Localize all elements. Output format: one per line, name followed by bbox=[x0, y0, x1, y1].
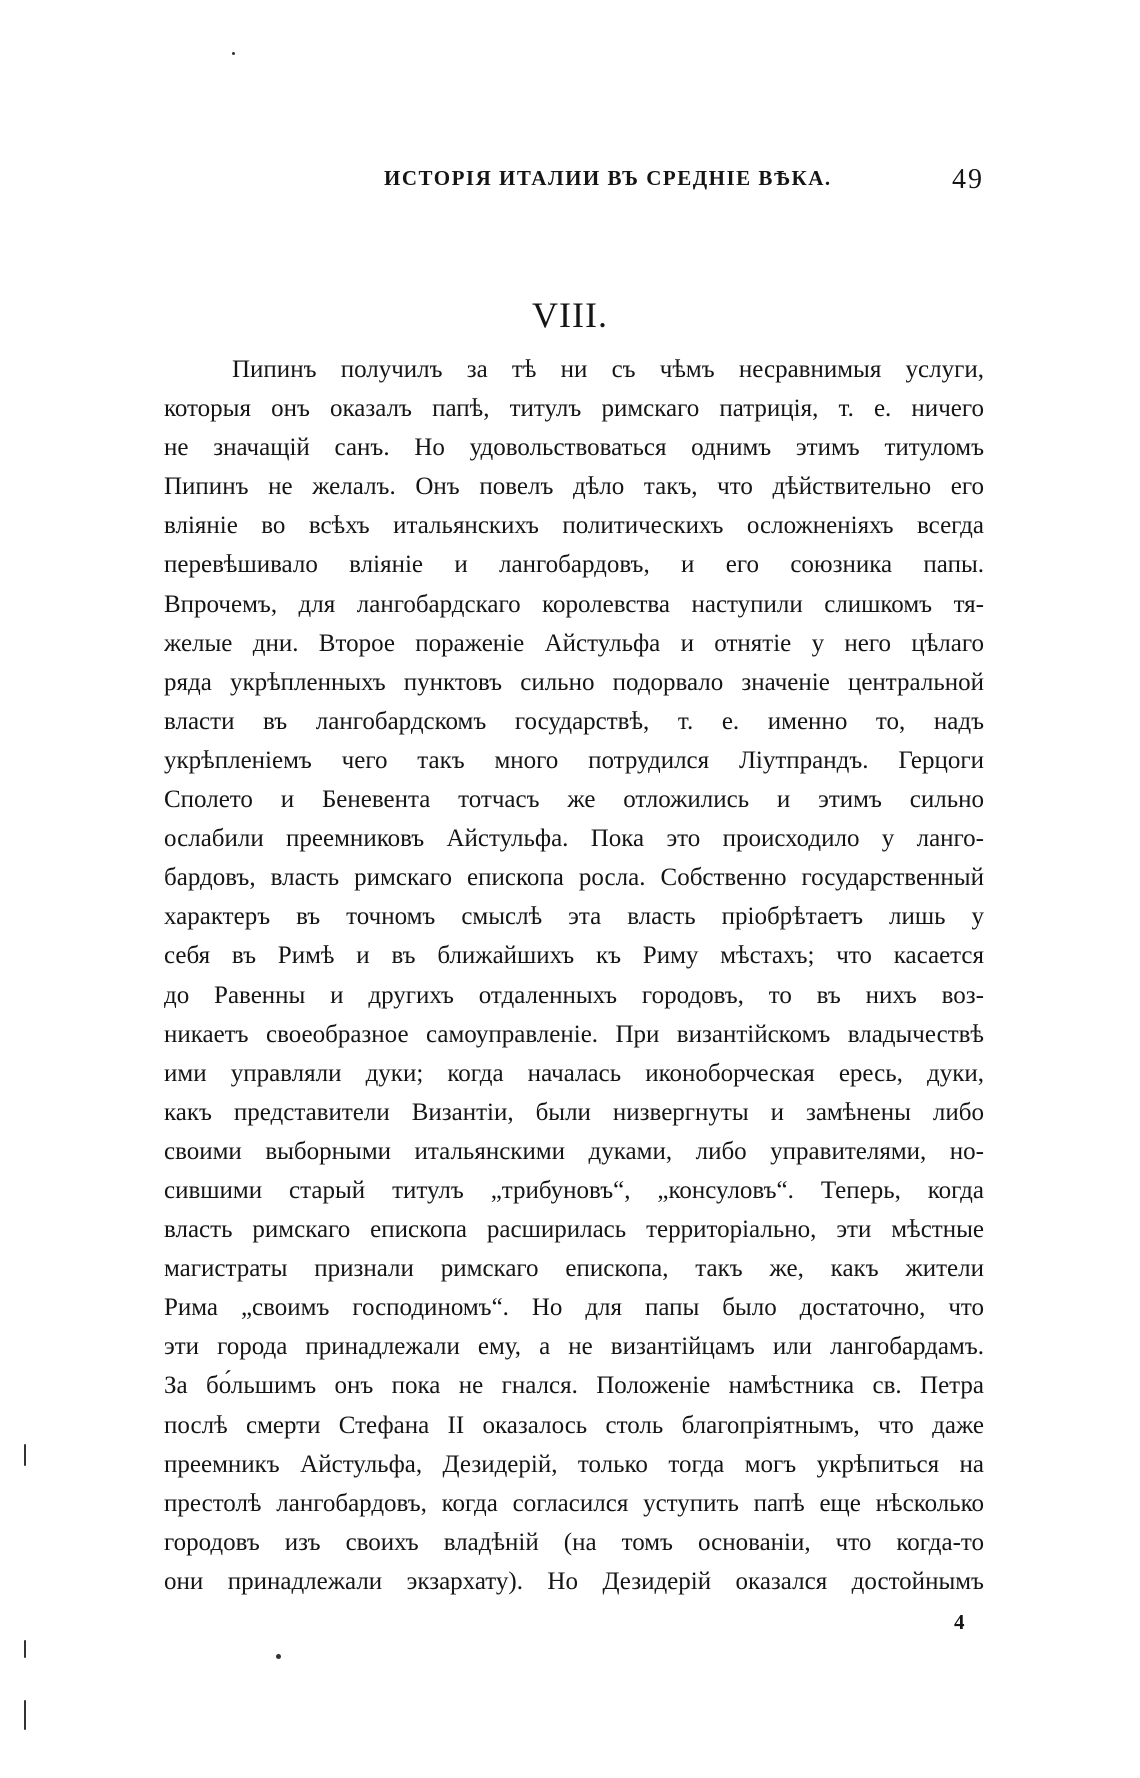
text-line: Впрочемъ, для лангобардскаго королевства наступили слишкомъ тя- bbox=[164, 590, 984, 618]
body-text bbox=[164, 350, 984, 1601]
text-line: своими выборными итальянскими дуками, либо управителями, но- bbox=[164, 1137, 984, 1165]
chapter-heading: VIII. bbox=[532, 295, 608, 335]
text-line: сившими старый титулъ „трибуновъ“, „консуловъ“. Теперь, когда bbox=[164, 1176, 984, 1204]
text-line: не значащій санъ. Но удовольствоваться однимъ этимъ титуломъ bbox=[164, 434, 984, 462]
text-line: Сполето и Беневента тотчасъ же отложились и этимъ сильно bbox=[164, 786, 984, 814]
scan-speck bbox=[24, 1444, 26, 1466]
text-line: Пипинъ получилъ за тѣ ни съ чѣмъ несравнимыя услуги, bbox=[232, 356, 984, 383]
text-line: городовъ изъ своихъ владѣній (на томъ основаніи, что когда-то bbox=[164, 1528, 984, 1556]
page-number: 49 bbox=[952, 164, 984, 195]
text-line: престолѣ лангобардовъ, когда согласился уступить папѣ еще нѣсколько bbox=[164, 1489, 984, 1517]
text-line: ими управляли дуки; когда началась иконоборческая ересь, дуки, bbox=[164, 1059, 984, 1087]
text-line: власти въ лангобардскомъ государствѣ, т. е. именно то, надъ bbox=[164, 707, 984, 735]
text-line: ряда укрѣпленныхъ пунктовъ сильно подорвало значеніе центральной bbox=[164, 668, 984, 696]
scan-speck bbox=[24, 1640, 26, 1658]
text-line: преемникъ Айстульфа, Дезидерій, только тогда могъ укрѣпиться на bbox=[164, 1450, 984, 1478]
text-line: перевѣшивало вліяніе и лангобардовъ, и его союзника папы. bbox=[164, 551, 984, 579]
text-line: эти города принадлежали ему, а не византійцамъ или лангобардамъ. bbox=[164, 1333, 984, 1361]
text-line: Пипинъ не желалъ. Онъ повелъ дѣло такъ, что дѣйствительно его bbox=[164, 473, 984, 501]
text-line: себя въ Римѣ и въ ближайшихъ къ Риму мѣстахъ; что касается bbox=[164, 942, 984, 970]
scan-speck bbox=[276, 1654, 281, 1659]
text-line: ослабили преемниковъ Айстульфа. Пока это происходило у ланго- bbox=[164, 825, 984, 853]
text-line: За бо́льшимъ онъ пока не гнался. Положеніе намѣстника св. Петра bbox=[164, 1372, 984, 1400]
text-line: Рима „своимъ господиномъ“. Но для папы было достаточно, что bbox=[164, 1294, 984, 1322]
running-head-title: ИСТОРІЯ ИТАЛИИ ВЪ СРЕДНІЕ ВѢКА. bbox=[384, 166, 832, 190]
scan-speck bbox=[24, 1700, 26, 1730]
text-line: они принадлежали экзархату). Но Дезидерій оказался достойнымъ bbox=[164, 1567, 984, 1595]
text-line: никаетъ своеобразное самоуправленіе. При византійскомъ владычествѣ bbox=[164, 1020, 984, 1048]
text-line: укрѣпленіемъ чего такъ много потрудился Ліутпрандъ. Герцоги bbox=[164, 746, 984, 774]
printer-signature-mark: 4 bbox=[954, 1610, 965, 1634]
text-line: характеръ въ точномъ смыслѣ эта власть пріобрѣтаетъ лишь у bbox=[164, 903, 984, 931]
text-line: какъ представители Византіи, были низвергнуты и замѣнены либо bbox=[164, 1098, 984, 1126]
text-line: бардовъ, власть римскаго епископа росла. Собственно государственный bbox=[164, 864, 984, 892]
text-line: послѣ смерти Стефана II оказалось столь благопріятнымъ, что даже bbox=[164, 1411, 984, 1439]
text-line: которыя онъ оказалъ папѣ, титулъ римскаго патриція, т. е. ничего bbox=[164, 395, 984, 423]
scan-speck bbox=[232, 52, 235, 55]
text-line: желые дни. Второе пораженіе Айстульфа и отнятіе у него цѣлаго bbox=[164, 629, 984, 657]
text-line: магистраты признали римскаго епископа, такъ же, какъ жители bbox=[164, 1255, 984, 1283]
text-line: до Равенны и другихъ отдаленныхъ городовъ, то въ нихъ воз- bbox=[164, 981, 984, 1009]
text-line: власть римскаго епископа расширилась территоріально, эти мѣстные bbox=[164, 1216, 984, 1244]
text-line: вліяніе во всѣхъ итальянскихъ политическихъ осложненіяхъ всегда bbox=[164, 512, 984, 540]
